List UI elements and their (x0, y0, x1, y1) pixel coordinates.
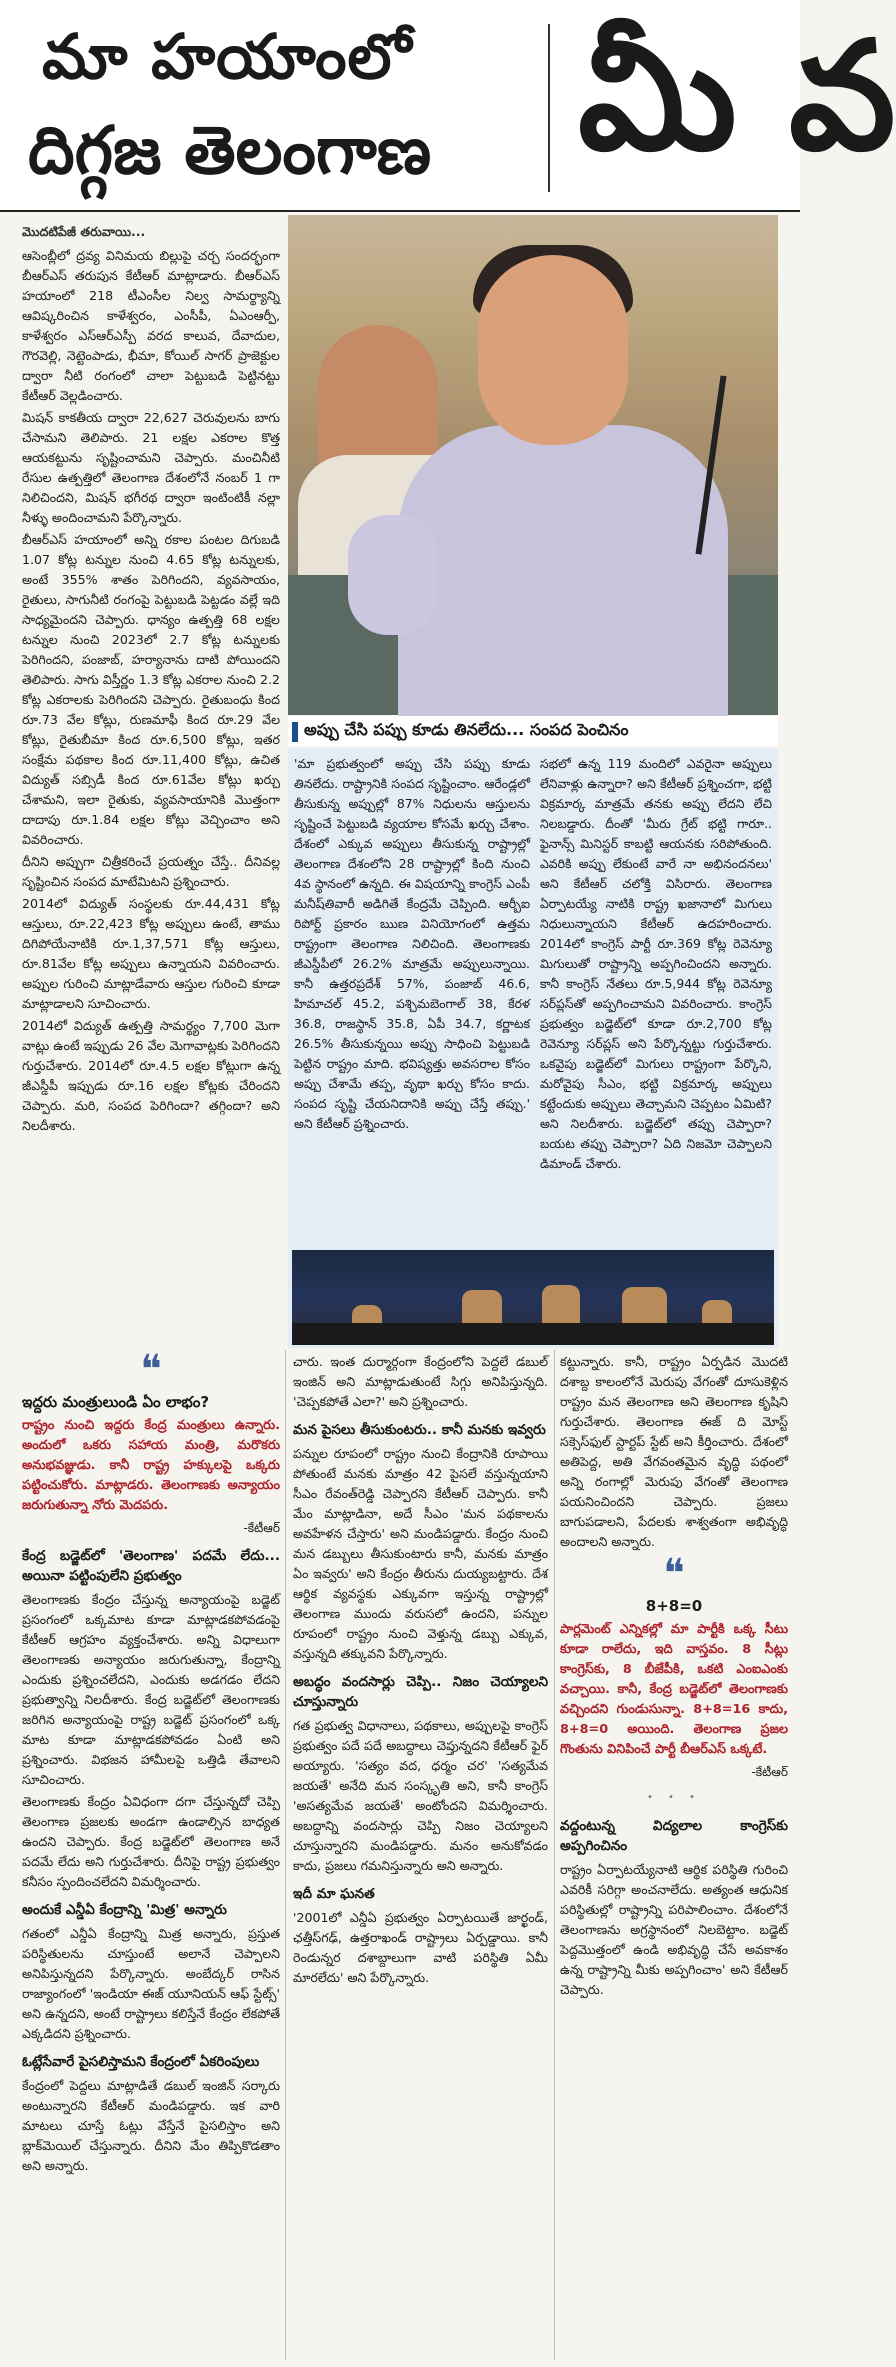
section-subheading: అందుకే ఎన్డీఏ కేంద్రాన్ని 'మిత్ర' అన్నారు (22, 1902, 227, 1918)
middle-paragraph: గత ప్రభుత్వ విధానాలు, పథకాలు, అప్పులపై కాంగ్రెస్ ప్రభుత్వం పదే పదే అబద్ధాలు చెప్తున్నదని కేటీఆర్ ఫైర్ అయ్యారు. 'సత్యం వద, ధర్మం చర' 'సత్యమేవ జయతే' అనేది మన సంస్కృతి అని, కానీ కాంగ్రెస్ 'అసత్యమేవ జయతే' అంటోందని విమర్శించారు. అబద్ధాన్ని వందసార్లు చెప్పి నిజం చెయ్యాలని చూస్తున్నారని మండిపడ్డారు. మనం అనుకోవడం కాదు, ప్రజలు గమనిస్తున్నారు అని అన్నారు. (293, 1718, 548, 1873)
headline-divider (548, 24, 550, 192)
middle-paragraph: చారు. ఇంత దుర్మార్గంగా కేంద్రంలోని పెద్దలే డబుల్ ఇంజిన్ అని మాట్లాడుతుంటే సిగ్గు అనిపిస్తున్నది. 'చెప్పకపోతే ఎలా?' అని ప్రశ్నించారు. (293, 1354, 548, 1409)
left-paragraph: ఆసెంబ్లీలో ద్రవ్య వినిమయ బిల్లుపై చర్చ సందర్భంగా బీఆర్‌ఎస్ తరుపున కేటీఆర్ మాట్లాడారు. బీఆర్‌ఎస్ హయాంలో 218 టీఎంసీల నిల్వ సామర్థ్యాన్ని ఆవిష్కరించిన కాళేశ్వరం, ఎంసీపీ, ఏఎంఆర్పీ, కాళేశ్వరం ఎస్ఆర్ఎస్పీ వరద కాలువ, దేవాదుల, గౌరవెల్లి, నెట్టెంపాడు, భీమా, కోయిల్ సాగర్ ప్రాజెక్టుల ద్వారా నీటి రంగంలో చాలా పెట్టుబడి పెట్టినట్టు కేటీఆర్ వెల్లడించారు. (22, 248, 280, 403)
middle-paragraph: పన్నుల రూపంలో రాష్ట్రం నుంచి కేంద్రానికి రూపాయి పోతుంటే మనకు మాత్రం 42 పైసలే వస్తున్నయాని సీఎం రేవంత్‌రెడ్డి చెప్పారని కేటీఆర్ చెప్పారు. కానీ మేం మాట్లాడినా, అదే సీఎం 'మన పథకాలను అవహేళన చేస్తారు' అని మండిపడ్డారు. కేంద్రం నుంచి మన డబ్బులు తీసుకుంటారు కానీ, మనకు మాత్రం ఏం ఇవ్వరు' అని కేంద్రం తీరును దుయ్యబట్టారు. దేశ ఆర్థిక వ్యవస్థకు ఎక్కువగా ఇస్తున్న రాష్ట్రాల్లో తెలంగాణ ముందు వరుసలో ఉందని, పన్నుల రూపంలో రాష్ట్రం నుంచి వెళ్తున్న డబ్బు ఎక్కువ, వస్తున్నది తక్కువని పేర్కొన్నారు. (293, 1446, 548, 1661)
section-subheading: కేంద్ర బడ్జెట్‌లో 'తెలంగాణ' పదమే లేదు... అయినా పట్టింపులేని ప్రభుత్వం (22, 1548, 280, 1584)
quote-title: 8+8=0 (645, 1597, 703, 1615)
highlight-box-left-text: 'మా ప్రభుత్వంలో అప్పు చేసి పప్పు కూడు తినలేదు. రాష్ట్రానికి సంపద సృష్టించాం. ఆరేండ్లలో తీసుకున్న అప్పుల్లో 87% నిధులను ఆస్తులను సృష్టించే పెట్టుబడి వ్యయాల కోసమే ఖర్చు చేశాం. దేశంలో ఎక్కువ అప్పులు తీసుకున్న రాష్ట్రాల్లో తెలంగాణ దేశంలోని 28 రాష్ట్రాల్లో కింది నుంచి 4వ స్థానంలో ఉన్నది. ఈ విషయాన్ని కాంగ్రెస్ ఎంపీ మనీష్‌తివారీ అడిగితే కేంద్రమే చెప్పింది. ఆర్బీఐ రిపోర్ట్ ప్రకారం ఋణ వినియోగంలో ఉత్తమ రాష్ట్రంగా తెలంగాణ నిలిచింది. తెలంగాణకు జీఎస్డీపీలో 26.2% మాత్రమే అప్పులున్నాయి. కానీ ఉత్తరప్రదేశ్ 57%, పంజాబ్ 46.6, హిమాచల్ 45.2, పశ్చిమబెంగాల్ 38, కేరళ 36.8, రాజస్థాన్ 35.8, ఏపీ 34.7, కర్ణాటక 26.5% తీసుకున్నయి అప్పు సాధించి పెట్టుబడి పెట్టిన రాష్ట్రం మాది. భవిష్యత్తు అవసరాల కోసం అప్పు చేశామే తప్ప, వృథా ఖర్చు కోసం కాదు. సంపద సృష్టి చేయనిదానికి అప్పు చేస్తే తప్పు.' అని కేటీఆర్ ప్రశ్నించారు. (294, 756, 530, 1131)
quote-text: పార్లమెంట్ ఎన్నికల్లో మా పార్టీకి ఒక్క సీటు కూడా రాలేదు, ఇది వాస్తవం. 8 సీట్లు కాంగ్రెస్‌కు, 8 బీజేపీకి, ఒకటి ఎంఐఎంకు వచ్చాయి. కానీ, కేంద్ర బడ్జెట్‌లో తెలంగాణకు వచ్చిందని గుండుసున్నా. 8+8=16 కాదు, 8+8=0 అయింది. తెలంగాణ ప్రజల గొంతును వినిపించే పార్టీ బీఆర్‌ఎస్ ఒక్కటే. (560, 1622, 788, 1757)
left-lower-paragraph: తెలంగాణకు కేంద్రం చేస్తున్న అన్యాయంపై బడ్జెట్ ప్రసంగంలో ఒక్కమాట కూడా మాట్లాడకపోవడంపై కేటీఆర్ ఆగ్రహం వ్యక్తంచేశారు. అన్ని విధాలుగా తెలంగాణకు అన్యాయం జరుగుతున్నా, కేంద్రాన్ని ఎందుకు ప్రశ్నించలేదని, ఎందుకు అడగడం లేదని ప్రభుత్వాన్ని నిలదీశారు. కేంద్ర బడ్జెట్‌లో తెలంగాణకు జరిగిన అన్యాయంపై రాష్ట్ర బడ్జెట్ ప్రసంగంలో ఒక్క మాట కూడా మాట్లాడకపోవడం ఏంటి అని ప్రశ్నించారు. విభజన హామీలపై ఒత్తిడి తేవాలని సూచించారు. (22, 1592, 280, 1787)
continuation-marker: మొదటిపేజీ తరువాయి... (22, 224, 146, 239)
highlight-box-right-text: సభలో ఉన్న 119 మందిలో ఎవరైనా అప్పులు లేనివాళ్లు ఉన్నారా? అని కేటీఆర్ ప్రశ్నించగా, భట్టి విక్రమార్క మాత్రమే తనకు అప్పు లేదని లేచి నిలబడ్డారు. దీంతో 'మీరు గ్రేట్ భట్టి గారూ.. ఫైనాన్స్ మినిస్టర్ కాబట్టి ఆయనకు సరిపోతుంది. ఎవరికి అప్పు లేకుంటే వారే నా అభినందనలు' అని కేటీఆర్ చలోక్తి విసిరారు. తెలంగాణ ఏర్పాటయ్యే నాటికి రాష్ట్ర ఖజానాలో మిగులు నిధులున్నాయని కేటీఆర్ ఉదహరించారు. 2014లో కాంగ్రెస్ పార్టీ రూ.369 కోట్ల రెవెన్యూ మిగులుతో రాష్ట్రాన్ని అప్పగించిందని అన్నారు. కానీ కాంగ్రెస్ నేతలు రూ.5,944 కోట్ల రెవెన్యూ సర్‌ప్లస్‌తో అప్పగించామని వివరించారు. కాంగ్రెస్ ప్రభుత్వం బడ్జెట్‌లో కూడా రూ.2,700 కోట్ల రెవెన్యూ సర్‌ప్లస్ అని పేర్కొన్నట్టు గుర్తుచేశారు. ఒకవైపు బడ్జెట్‌లో మిగులు రాష్ట్రంగా పేర్కొని, మరోవైపు సీఎం, భట్టి విక్రమార్క అప్పులు కట్టేందుకు అప్పులు తెచ్చామని చెప్పటం ఏమిటి? అని నిలదీశారు. బడ్జెట్‌లో తప్పు చెప్పారా? బయట తప్పు చెప్పారా? ఏది నిజమో చెప్పాలని డిమాండ్ చేశారు. (540, 756, 772, 1171)
middle-paragraph: '2001లో ఎన్డీఏ ప్రభుత్వం ఏర్పాటయితే జార్ఖండ్, ఛత్తీస్‌గఢ్, ఉత్తరాఖండ్ రాష్ట్రాలు ఏర్పడ్డాయి. కానీ రెండున్నర దశాబ్దాలుగా వాటి పరిస్థితి ఏమీ మారలేదు' అని పేర్కొన్నారు. (293, 1910, 548, 1985)
left-lower-paragraph: గతంలో ఎన్డీఏ కేంద్రాన్ని మిత్ర అన్నారు, ప్రస్తుత పరిస్థితులను చూస్తుంటే అలానే చెప్పాలని అనిపిస్తున్నదని పేర్కొన్నారు. అంబేద్కర్ రాసిన రాజ్యాంగంలో 'ఇండియా ఈజ్ యూనియన్ ఆఫ్ స్టేట్స్' అని ఉన్నదని, అంటే రాష్ట్రాలు కలిస్తేనే కేంద్రం లేకపోతే ఎక్కడిదని ప్రశ్నించారు. (22, 1926, 280, 2041)
right-column-lower (560, 1352, 788, 2360)
speaker-face (478, 255, 628, 445)
left-lower-paragraph: తెలంగాణకు కేంద్రం ఏవిధంగా దగా చేస్తున్నదో చెప్పి తెలంగాణ ప్రజలకు అండగా ఉండాల్సిన బాధ్యత ఉందని చెప్పారు. కేంద్ర బడ్జెట్‌లో తెలంగాణ అనే పదమే లేదు అని గుర్తుచేశారు. దీనిపై రాష్ట్ర ప్రభుత్వం కనీసం స్పందించలేదని విమర్శించారు. (22, 1794, 280, 1889)
middle-column-lower (293, 1352, 548, 2360)
right-paragraph: కట్టున్నారు. కానీ, రాష్ట్రం ఏర్పడిన మొదటి దశాబ్ద కాలంలోనే మెరుపు వేగంతో దూసుకెళ్లిన రాష్ట్రం మన తెలంగాణ అని తెలంగాణ కృషిని గుర్తుచేశారు. తెలంగాణ ఈజ్ ది మోస్ట్ సక్సెస్‌ఫుల్ స్టార్టప్ స్టేట్ అని కీర్తించారు. దేశంలో అతిపెద్ద, అతి వేగవంతమైన వృద్ధి పథంలో అన్ని రంగాల్లో మెరుపు వేగంతో తెలంగాణ పయనించిందని చెప్పారు. ప్రజలు బాగుపడాలని, పేదలకు శాశ్వతంగా అభివృద్ధి అందాలని అన్నారు. (560, 1354, 788, 1549)
section-subheading: ఓట్లేసేవారే పైసలిస్తామని కేంద్రంలో ఏకరింపులు (22, 2054, 260, 2070)
speaker-body (398, 425, 728, 725)
left-paragraph: దీనిని అప్పుగా చిత్రీకరించే ప్రయత్నం చేస్తే.. దీనివల్ల సృష్టించిన సంపద మాటేమిటని ప్రశ్నించారు. (22, 854, 280, 889)
headline-right-fragment: మీ వ (578, 10, 896, 184)
plant-ground (292, 1323, 774, 1345)
column-divider (285, 1350, 286, 2360)
caption-text: అప్పు చేసి పప్పు కూడు తినలేదు... సంపద పెంచినం (304, 720, 629, 739)
quote-signature: -కేటీఆర్ (751, 1765, 788, 1779)
quote-signature: -కేటీఆర్ (243, 1521, 280, 1535)
column-divider (554, 1350, 555, 2360)
left-paragraph: 2014లో విద్యుత్ ఉత్పత్తి సామర్థ్యం 7,700 మెగా వాట్లు ఉంటే ఇప్పుడు 26 వేల మెగావాట్లకు పెరిగిందని గుర్తుచేశారు. 2014లో రూ.4.5 లక్షల కోట్లుగా ఉన్న జీఎస్డీపీ ఇప్పుడు రూ.16 లక్షల కోట్లకు చేరిందని చెప్పారు. మరి, సంపద పెరిగిందా? తగ్గిందా? అని నిలదీశారు. (22, 1018, 280, 1133)
section-subheading: ఇదీ మా ఘనత (293, 1886, 375, 1902)
left-column-upper (22, 222, 280, 1342)
section-subheading: అబద్ధం వందసార్లు చెప్పి.. నిజం చెయ్యాలని చూస్తున్నారు (293, 1674, 548, 1710)
left-lower-paragraph: కేంద్రంలో పెద్దలు మాట్లాడితే డబుల్ ఇంజిన్ సర్కారు అంటున్నారని కేటీఆర్ మండిపడ్డారు. ఇక వారి మాటలు చూస్తే ఓట్లు వేస్తేనే పైసలిస్తాం అని బ్లాక్‌మెయిల్ చేస్తున్నారు. దీనిని మేం తిప్పికొడతాం అని అన్నారు. (22, 2078, 280, 2173)
section-subheading: వద్దంటున్న విద్యలాల కాంగ్రెస్‌కు అప్పగించినం (560, 1818, 788, 1854)
quote-icon: ❝ (140, 1347, 162, 1393)
background-person (318, 325, 438, 475)
speaker-photo (288, 215, 778, 715)
power-plant-photo (292, 1250, 774, 1345)
headline-line-2: దిగ్గజ తెలంగాణ (28, 112, 432, 189)
headline-banner (0, 0, 896, 212)
left-paragraph: బీఆర్‌ఎస్ హయాంలో అన్ని రకాల పంటల దిగుబడి 1.07 కోట్ల టన్నుల నుంచి 4.65 కోట్ల టన్నులకు, అంటే 355% శాతం పెరిగిందని, వ్యవసాయం, రైతులు, సాగునీటి రంగంపై పెట్టుబడి పెట్టడం వల్లే ఇది సాధ్యమైందని చెప్పారు. ధాన్యం ఉత్పత్తి 68 లక్షల టన్నుల నుంచి 2023లో 2.7 కోట్ల టన్నులకు పెరిగిందని, పంజాబ్, హర్యానాను దాటి పోయిందని తెలిపారు. సాగు విస్తీర్ణం 1.3 కోట్ల ఎకరాల నుంచి 2.2 కోట్ల ఎకరాలకు పెరిగిందని చెప్పారు. రైతుబంధు కింద రూ.73 వేల కోట్లు, రుణమాఫీ కింద రూ.29 వేల కోట్లు, రైతుబీమా కింద రూ.6,500 కోట్లు, ఇతర సంక్షేమ పథకాల కింద రూ.11,400 కోట్లు, ఉచిత విద్యుత్ సబ్సిడీ కింద రూ.61వేల కోట్లు ఖర్చు చేశామని, ఇలా రైతుకు, వ్యవసాయానికి మొత్తంగా దాదాపు రూ.1.84 లక్షల కోట్లు వెచ్చించాం అని వివరించారు. (22, 532, 280, 847)
left-column-lower (22, 1347, 280, 2360)
left-paragraph: 2014లో విద్యుత్ సంస్థలకు రూ.44,431 కోట్ల ఆస్తులు, రూ.22,423 కోట్ల అప్పులు ఉంటే, తాము దిగిపోయేనాటికి రూ.1,37,571 కోట్ల ఆస్తులు, రూ.81వేల కోట్ల అప్పులు ఉన్నాయని వివరించారు. అప్పుల గురించి మాట్లాడేవారు ఆస్తుల గురించి కూడా మాట్లాడాలని సూచించారు. (22, 896, 280, 1011)
quote-text: రాష్ట్రం నుంచి ఇద్దరు కేంద్ర మంత్రులు ఉన్నారు. అందులో ఒకరు సహాయ మంత్రి, మరొకరు అనుభవజ్ఞుడు. కానీ రాష్ట్ర హక్కులపై ఒక్కరు పట్టించుకోరు. మాట్లాడరు. తెలంగాణకు అన్యాయం జరుగుతున్నా నోరు మెదపరు. (22, 1418, 280, 1513)
right-paragraph: రాష్ట్రం ఏర్పాటయ్యేనాటి ఆర్థిక పరిస్థితి గురించి ఎవరికీ సరిగ్గా అంచనాలేదు. అత్యంత ఆధునిక పరిస్థితుల్లో రాష్ట్రాన్ని పరిపాలించాం. దేశంలోనే తెలంగాణను అగ్రస్థానంలో నిలబెట్టాం. బడ్జెట్ పెద్దమొత్తంలో ఉండి అభివృద్ధి చేసే అవకాశం ఉన్న రాష్ట్రాన్ని మీకు అప్పగించాం' అని కేటీఆర్ చెప్పారు. (560, 1862, 788, 1997)
headline-line-1: మా హయాంలో (42, 20, 413, 93)
quote-title: ఇద్దరు మంత్రులుండి ఏం లాభం? (22, 1393, 210, 1411)
section-subheading: మన పైసలు తీసుకుంటరు.. కానీ మనకు ఇవ్వరు (293, 1422, 546, 1438)
left-paragraph: మిషన్ కాకతీయ ద్వారా 22,627 చెరువులను బాగు చేసామని తెలిపారు. 21 లక్షల ఎకరాల కొత్త ఆయకట్టును సృష్టించామని చెప్పారు. మంచినీటి రేసుల ఉత్పత్తిలో తెలంగాణ దేశంలోనే నంబర్ 1 గా నిలిచిందని, మిషన్ భగీరథ ద్వారా ఇంటింటికీ నల్లా నీళ్ళు అందించామని పేర్కొన్నారు. (22, 410, 280, 525)
quote-icon: ❝ (663, 1551, 685, 1597)
photo-caption (288, 716, 778, 746)
speaker-hand (348, 515, 438, 635)
caption-marker (292, 722, 298, 742)
separator-dots: • • • (646, 1792, 702, 1803)
